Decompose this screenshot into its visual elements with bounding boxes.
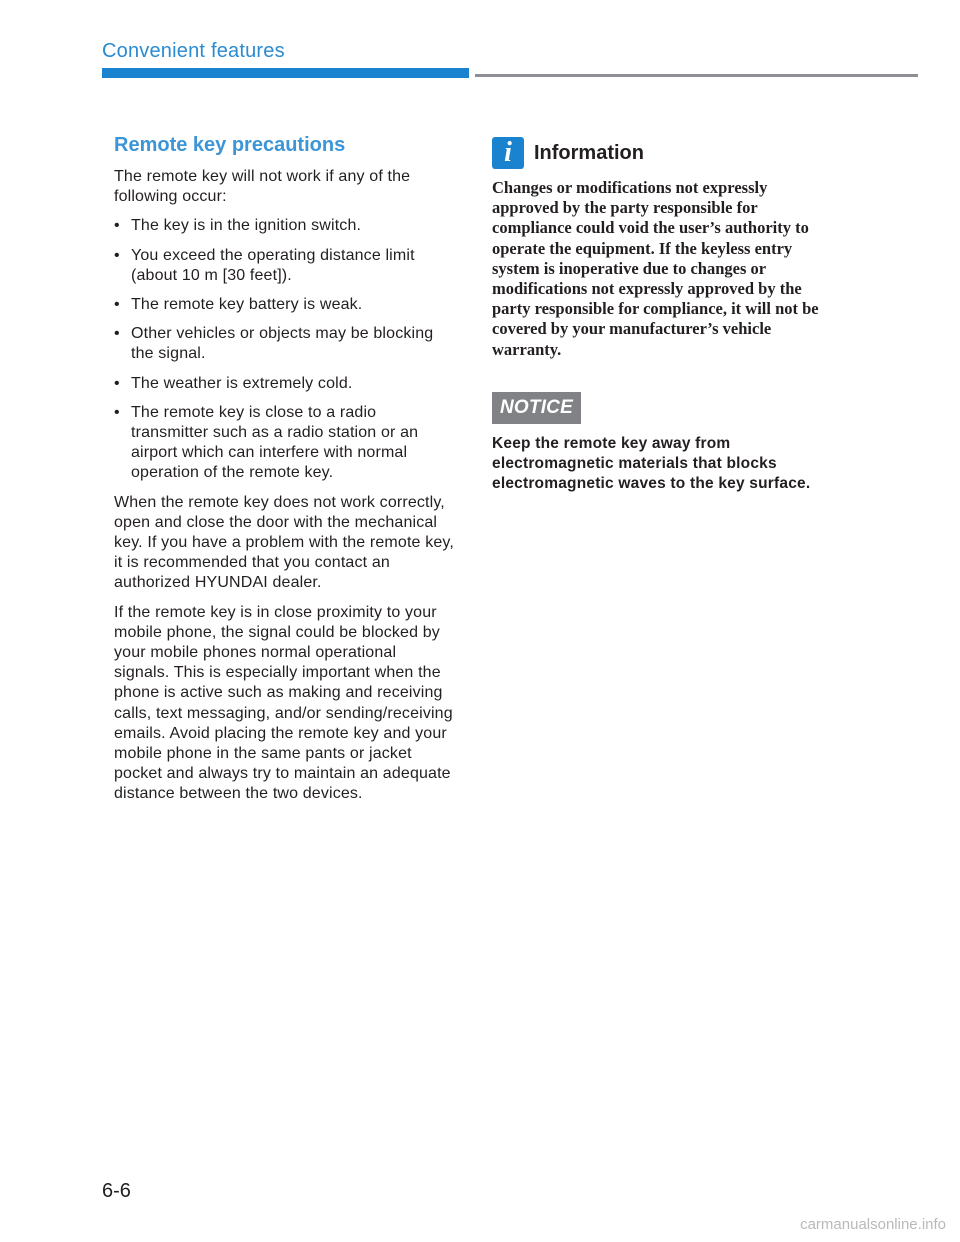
list-item [114, 295, 456, 315]
information-title: Information [534, 141, 644, 164]
list-item-text: The weather is extremely cold. [131, 374, 353, 392]
bullet-icon: • [114, 246, 120, 264]
mechanical-key-paragraph: When the remote key does not work correctly, open and close the door with the mechanical key. If you have a problem with the remote key, it is recommended that you contact an authorized HYUNDAI dealer. [114, 493, 454, 592]
list-item-text: The key is in the ignition switch. [131, 217, 362, 235]
list-item [114, 324, 456, 364]
list-item-text: You exceed the operating distance limit (about 10 m [30 feet]). [131, 246, 415, 284]
page-number: 6-6 [102, 1180, 131, 1202]
header-rule-blue [102, 68, 469, 78]
left-column [114, 134, 456, 814]
intro-paragraph: The remote key will not work if any of the following occur: [114, 168, 411, 206]
list-item-text: The remote key battery is weak. [131, 296, 363, 314]
conditions-list [114, 216, 456, 483]
bullet-icon: • [114, 325, 120, 343]
watermark: carmanualsonline.info [800, 1216, 946, 1233]
notice-body: Keep the remote key away from electromagnetic materials that blocks electromagnetic waves to the key surface. [492, 434, 811, 493]
list-item-text: Other vehicles or objects may be blocking the signal. [131, 325, 434, 363]
list-item [114, 403, 456, 484]
list-item-text: The remote key is close to a radio transmitter such as a radio station or an airport which can interfere with normal operation of the remote key. [131, 403, 419, 482]
bullet-icon: • [114, 296, 120, 314]
bullet-icon: • [114, 217, 120, 235]
header-rule-gray [475, 74, 918, 77]
bullet-icon: • [114, 374, 120, 392]
information-body: Changes or modifications not expressly approved by the party responsible for compliance could void the user’s authority to operate the equipment. If the keyless entry system is inoperative due to changes or modifications not expressly approved by the party responsible for compliance, it will not be covered by your manufacturer’s vehicle warranty. [492, 178, 819, 359]
list-item [114, 374, 456, 394]
notice-badge: NOTICE [492, 392, 581, 424]
right-column [492, 136, 837, 494]
list-item [114, 216, 456, 236]
information-header [492, 136, 837, 170]
information-icon: i [492, 137, 524, 169]
mobile-phone-paragraph: If the remote key is in close proximity to your mobile phone, the signal could be blocked by your mobile phones normal operational signals. This is especially important when the phone is active such as making and receiving calls, text messaging, and/or sending/receiving emails. Avoid placing the remote key and your mobile phone in the same pants or jacket pocket and always try to maintain an adequate distance between the two devices. [114, 603, 453, 803]
chapter-title: Convenient features [102, 40, 285, 62]
section-heading: Remote key precautions [114, 134, 346, 156]
list-item [114, 246, 456, 286]
bullet-icon: • [114, 403, 120, 421]
